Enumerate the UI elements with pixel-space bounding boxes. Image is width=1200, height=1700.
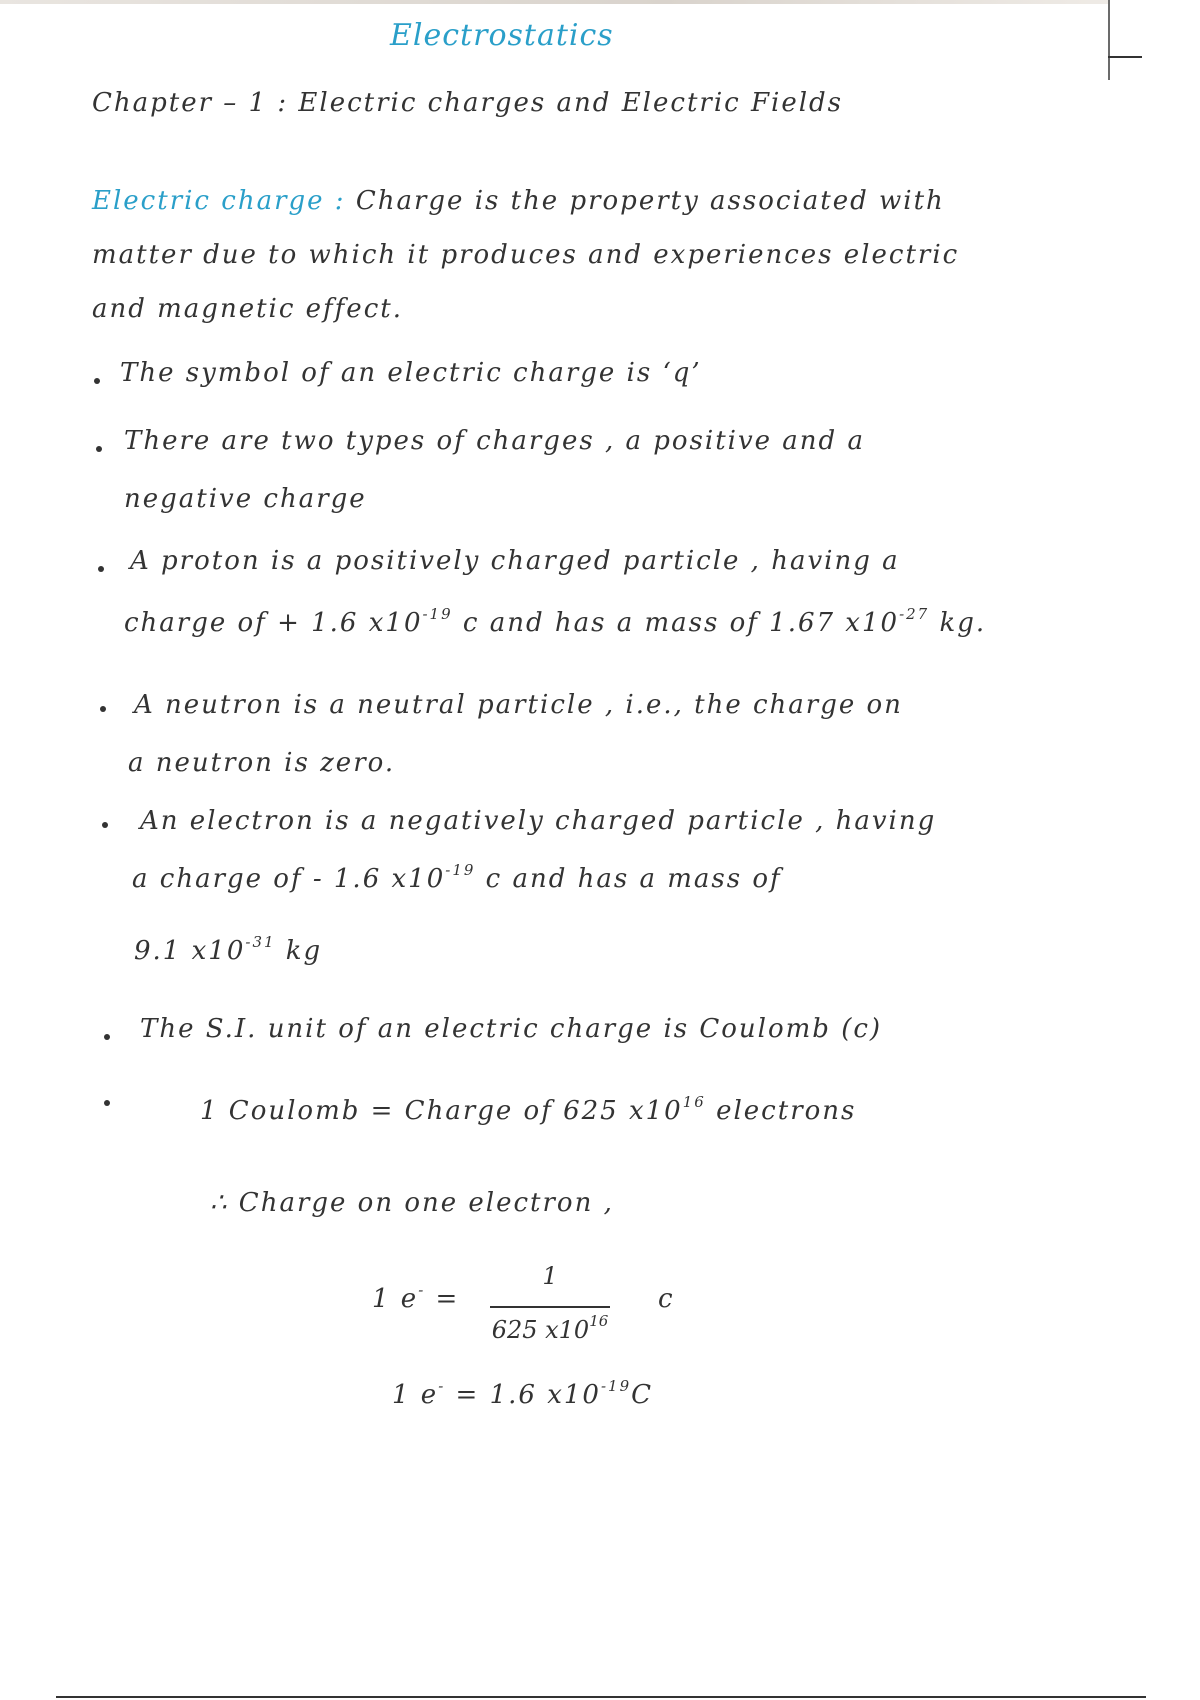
definition-line-3: and magnetic effect. (92, 294, 403, 324)
electron-mass-exponent: -31 (245, 933, 276, 951)
electron-charge-text: a charge of - 1.6 x10 (132, 864, 446, 894)
page-top-edge (0, 0, 1110, 4)
bullet-types-line-1: There are two types of charges , a positive and a (124, 426, 865, 456)
fraction-bar (490, 1306, 610, 1308)
bullet-proton-line-1: A proton is a positively charged particle , having a (130, 546, 900, 576)
eq2-unit: C (631, 1380, 654, 1410)
bullet-types-line-2: negative charge (124, 484, 367, 514)
definition-line-1 (92, 186, 945, 216)
bullet-coulomb (200, 1093, 857, 1126)
eq2-lhs: 1 e (392, 1380, 439, 1410)
eq2-exponent: -19 (600, 1377, 632, 1395)
denominator-value: 625 x10 (491, 1316, 590, 1344)
bullet-neutron-line-2: a neutron is zero. (128, 748, 396, 778)
bullet-dot (98, 566, 104, 572)
coulomb-text: 1 Coulomb = Charge of 625 x10 (200, 1096, 683, 1126)
equation-2 (392, 1377, 654, 1410)
eq1-lhs-text: 1 e (372, 1284, 419, 1314)
electron-mass-unit: kg (285, 936, 323, 966)
proton-mass-text: c and has a mass of 1.67 x10 (462, 608, 900, 638)
proton-mass-exponent: -27 (899, 605, 930, 623)
page-bottom-rule (56, 1696, 1146, 1698)
equation-1-unit: c (658, 1284, 675, 1314)
definition-line-2: matter due to which it produces and experiences electric (92, 240, 960, 270)
proton-charge-exponent: -19 (422, 605, 453, 623)
equation-1-lhs (372, 1281, 460, 1314)
eq1-equals: = (435, 1284, 460, 1314)
bullet-electron-line-3 (134, 933, 323, 966)
therefore-line: ∴ Charge on one electron , (210, 1188, 614, 1218)
eq2-value: = 1.6 x10 (455, 1380, 601, 1410)
bullet-electron-line-1: An electron is a negatively charged particle , having (140, 806, 937, 836)
bullet-dot (104, 1034, 110, 1040)
definition-text-1: Charge is the property associated with (355, 186, 945, 216)
fraction-numerator: 1 (542, 1262, 558, 1290)
proton-charge-text: charge of + 1.6 x10 (124, 608, 423, 638)
bullet-dot (94, 378, 100, 384)
bullet-dot (104, 1100, 110, 1106)
bullet-dot (96, 446, 102, 452)
page-title: Electrostatics (390, 18, 614, 53)
coulomb-electrons: electrons (716, 1096, 857, 1126)
bullet-proton-line-2 (124, 605, 987, 638)
denominator-exponent: 16 (589, 1312, 609, 1330)
bullet-si-unit: The S.I. unit of an electric charge is Coulomb (c) (140, 1014, 883, 1044)
electron-charge-exponent: -19 (445, 861, 476, 879)
fraction-denominator (490, 1312, 610, 1344)
electron-mass-text: c and has a mass of (485, 864, 782, 894)
bullet-symbol: The symbol of an electric charge is ‘q’ (120, 358, 702, 388)
bullet-neutron-line-1: A neutron is a neutral particle , i.e., the charge on (134, 690, 903, 720)
eq2-lhs-sup: - (438, 1377, 446, 1395)
page-right-edge (1108, 0, 1110, 80)
bullet-dot (102, 822, 108, 828)
definition-term: Electric charge : (92, 186, 346, 216)
coulomb-exponent: 16 (682, 1093, 706, 1111)
proton-mass-unit: kg. (939, 608, 987, 638)
equation-1-fraction (490, 1262, 610, 1344)
bullet-dot (100, 706, 106, 712)
bullet-electron-line-2 (132, 861, 782, 894)
chapter-heading: Chapter – 1 : Electric charges and Electric Fields (92, 88, 844, 118)
margin-tick-mark (1108, 56, 1142, 58)
electron-mass-value: 9.1 x10 (134, 936, 246, 966)
eq1-lhs-sup: - (418, 1281, 426, 1299)
